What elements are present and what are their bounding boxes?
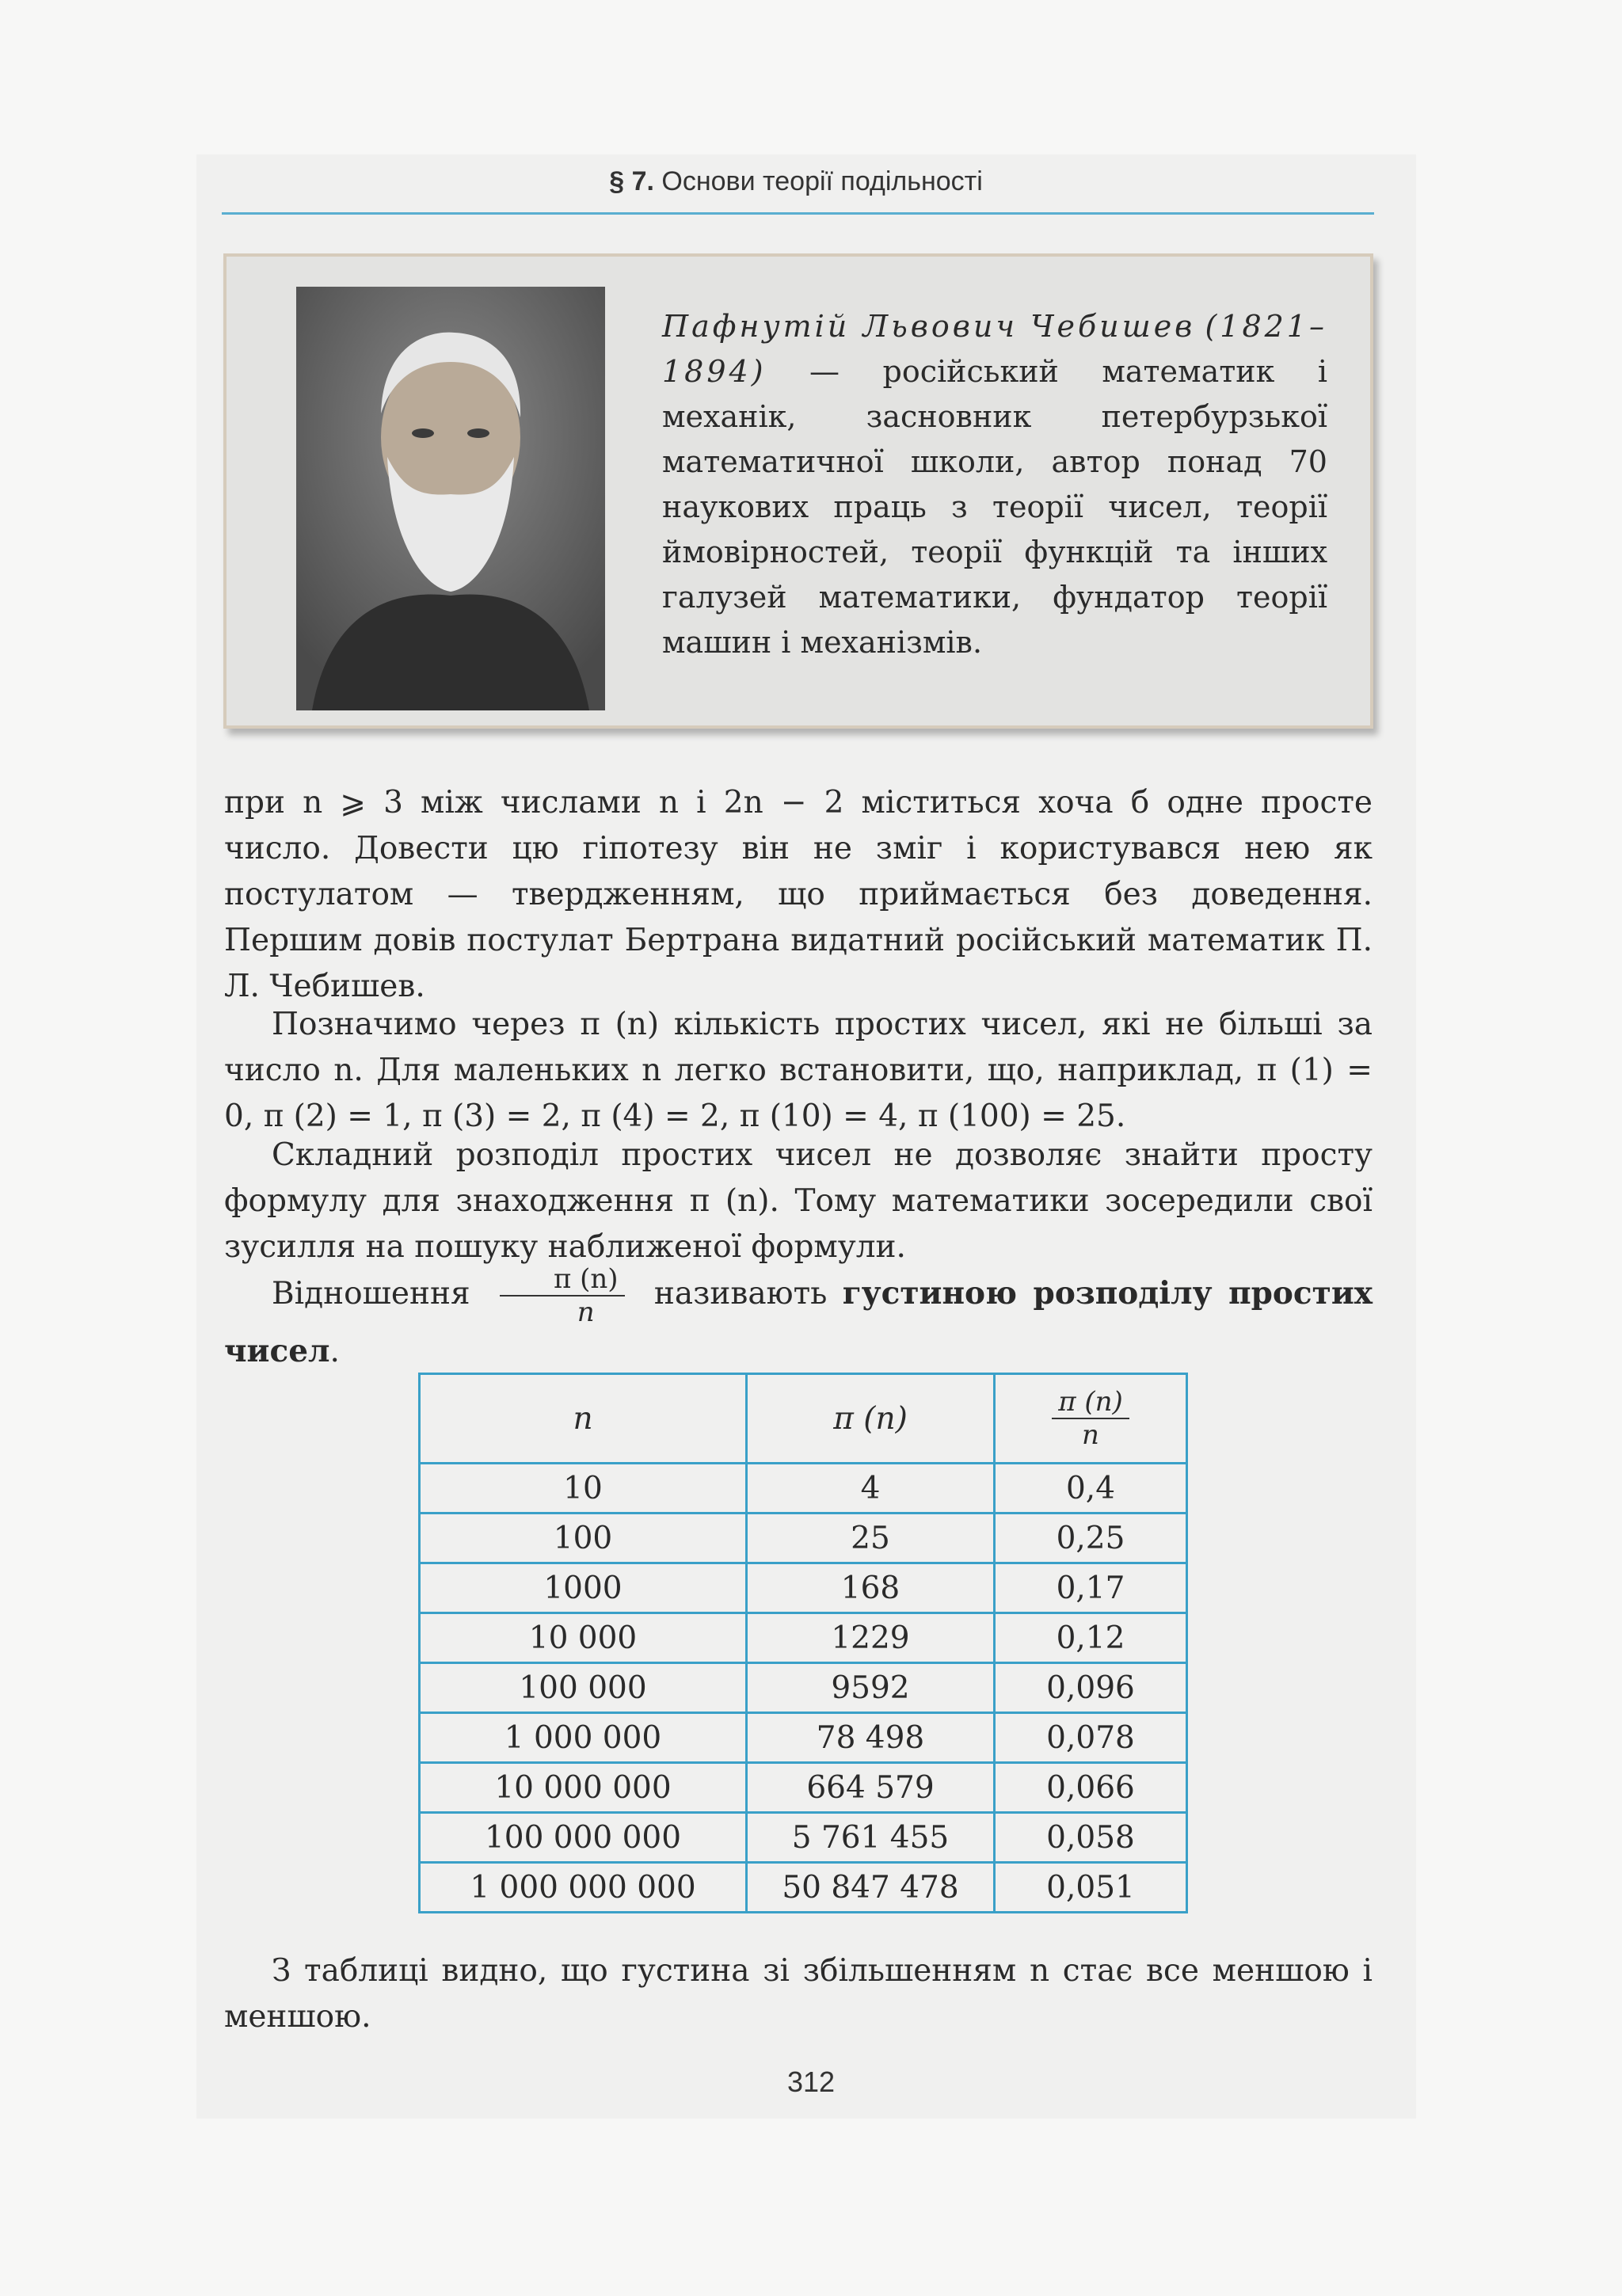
prime-density-table	[418, 1373, 1188, 1913]
paragraph-density	[224, 1263, 1373, 1375]
cell-n: 1 000 000 000	[420, 1863, 747, 1913]
biography-text	[662, 304, 1327, 665]
cell-n: 100 000 000	[420, 1813, 747, 1863]
cell-pi: 9592	[747, 1663, 995, 1713]
cell-n: 10 000	[420, 1613, 747, 1663]
density-fraction	[500, 1263, 625, 1328]
cell-density: 0,25	[995, 1514, 1187, 1563]
table-row	[420, 1464, 1187, 1514]
table-row	[420, 1863, 1187, 1913]
cell-pi: 5 761 455	[747, 1813, 995, 1863]
paragraph-bertrand: при n ⩾ 3 між числами n і 2n − 2 міститься хоча б одне просте число. Довести цю гіпотезу він не зміг і користувався нею як постулатом — твердженням, що приймається без доведення. Першим довів постулат Бертрана видатний російський математик П. Л. Чебишев.	[224, 785, 1373, 1004]
density-term: густиною розподілу простих чисел	[224, 1275, 1373, 1369]
bio-description: — російський математик і механік, засновник петербурзької математичної школи, автор понад 70 наукових праць з теорії чисел, теорії ймовірностей, теорії функцій та інших галузей математики, фундатор теорії машин і механізмів.	[662, 354, 1327, 660]
cell-pi: 1229	[747, 1613, 995, 1663]
table-header-row	[420, 1374, 1187, 1464]
cell-density: 0,4	[995, 1464, 1187, 1514]
cell-n: 1000	[420, 1563, 747, 1613]
cell-pi: 50 847 478	[747, 1863, 995, 1913]
cell-pi: 168	[747, 1563, 995, 1613]
cell-density: 0,17	[995, 1563, 1187, 1613]
table-row	[420, 1613, 1187, 1663]
paragraph-conclusion: З таблиці видно, що густина зі збільшенням n стає все меншою і меншою.	[224, 1953, 1373, 2035]
cell-n: 100 000	[420, 1663, 747, 1713]
header-rule	[222, 212, 1374, 215]
cell-density: 0,058	[995, 1813, 1187, 1863]
page-header	[222, 166, 1370, 197]
cell-pi: 664 579	[747, 1763, 995, 1813]
bio-years: (1821–1894)	[662, 309, 1327, 389]
density-lead: Відношення	[272, 1276, 470, 1312]
cell-n: 10	[420, 1464, 747, 1514]
cell-pi: 25	[747, 1514, 995, 1563]
header-density-denominator: n	[1082, 1419, 1099, 1451]
table-row	[420, 1563, 1187, 1613]
table-row	[420, 1514, 1187, 1563]
portrait-illustration	[296, 287, 605, 710]
cell-density: 0,066	[995, 1763, 1187, 1813]
table-row	[420, 1813, 1187, 1863]
header-pi-n: π (n)	[747, 1374, 995, 1464]
portrait-photo	[296, 287, 605, 710]
header-n: n	[420, 1374, 747, 1464]
cell-pi: 4	[747, 1464, 995, 1514]
cell-n: 10 000 000	[420, 1763, 747, 1813]
bio-name: Пафнутій Львович Чебишев	[662, 309, 1196, 344]
density-end: .	[329, 1334, 340, 1369]
cell-density: 0,12	[995, 1613, 1187, 1663]
biography-box	[223, 253, 1373, 729]
table-row	[420, 1663, 1187, 1713]
table-row	[420, 1763, 1187, 1813]
cell-n: 100	[420, 1514, 747, 1563]
cell-pi: 78 498	[747, 1713, 995, 1763]
fraction-numerator: π (n)	[500, 1263, 625, 1296]
cell-density: 0,078	[995, 1713, 1187, 1763]
section-mark: § 7.	[609, 166, 654, 196]
section-title: Основи теорії подільності	[661, 166, 983, 196]
cell-n: 1 000 000	[420, 1713, 747, 1763]
header-density-numerator: π (n)	[1052, 1386, 1129, 1419]
table-row	[420, 1713, 1187, 1763]
fraction-denominator: n	[577, 1296, 595, 1328]
header-density	[995, 1374, 1187, 1464]
page-number: 312	[786, 2066, 836, 2098]
cell-density: 0,051	[995, 1863, 1187, 1913]
cell-density: 0,096	[995, 1663, 1187, 1713]
density-mid: називають	[653, 1276, 828, 1312]
paragraph-approximation: Складний розподіл простих чисел не дозволяє знайти просту формулу для знаходження π (n). Тому математики зосередили свої зусилля на пошуку наближеної формули.	[224, 1137, 1373, 1265]
paragraph-pi-definition: Позначимо через π (n) кількість простих чисел, які не більші за число n. Для маленьких n легко встановити, що, наприклад, π (1) = 0, π (2) = 1, π (3) = 2, π (4) = 2, π (10) = 4, π (100) = 25.	[224, 1007, 1373, 1134]
